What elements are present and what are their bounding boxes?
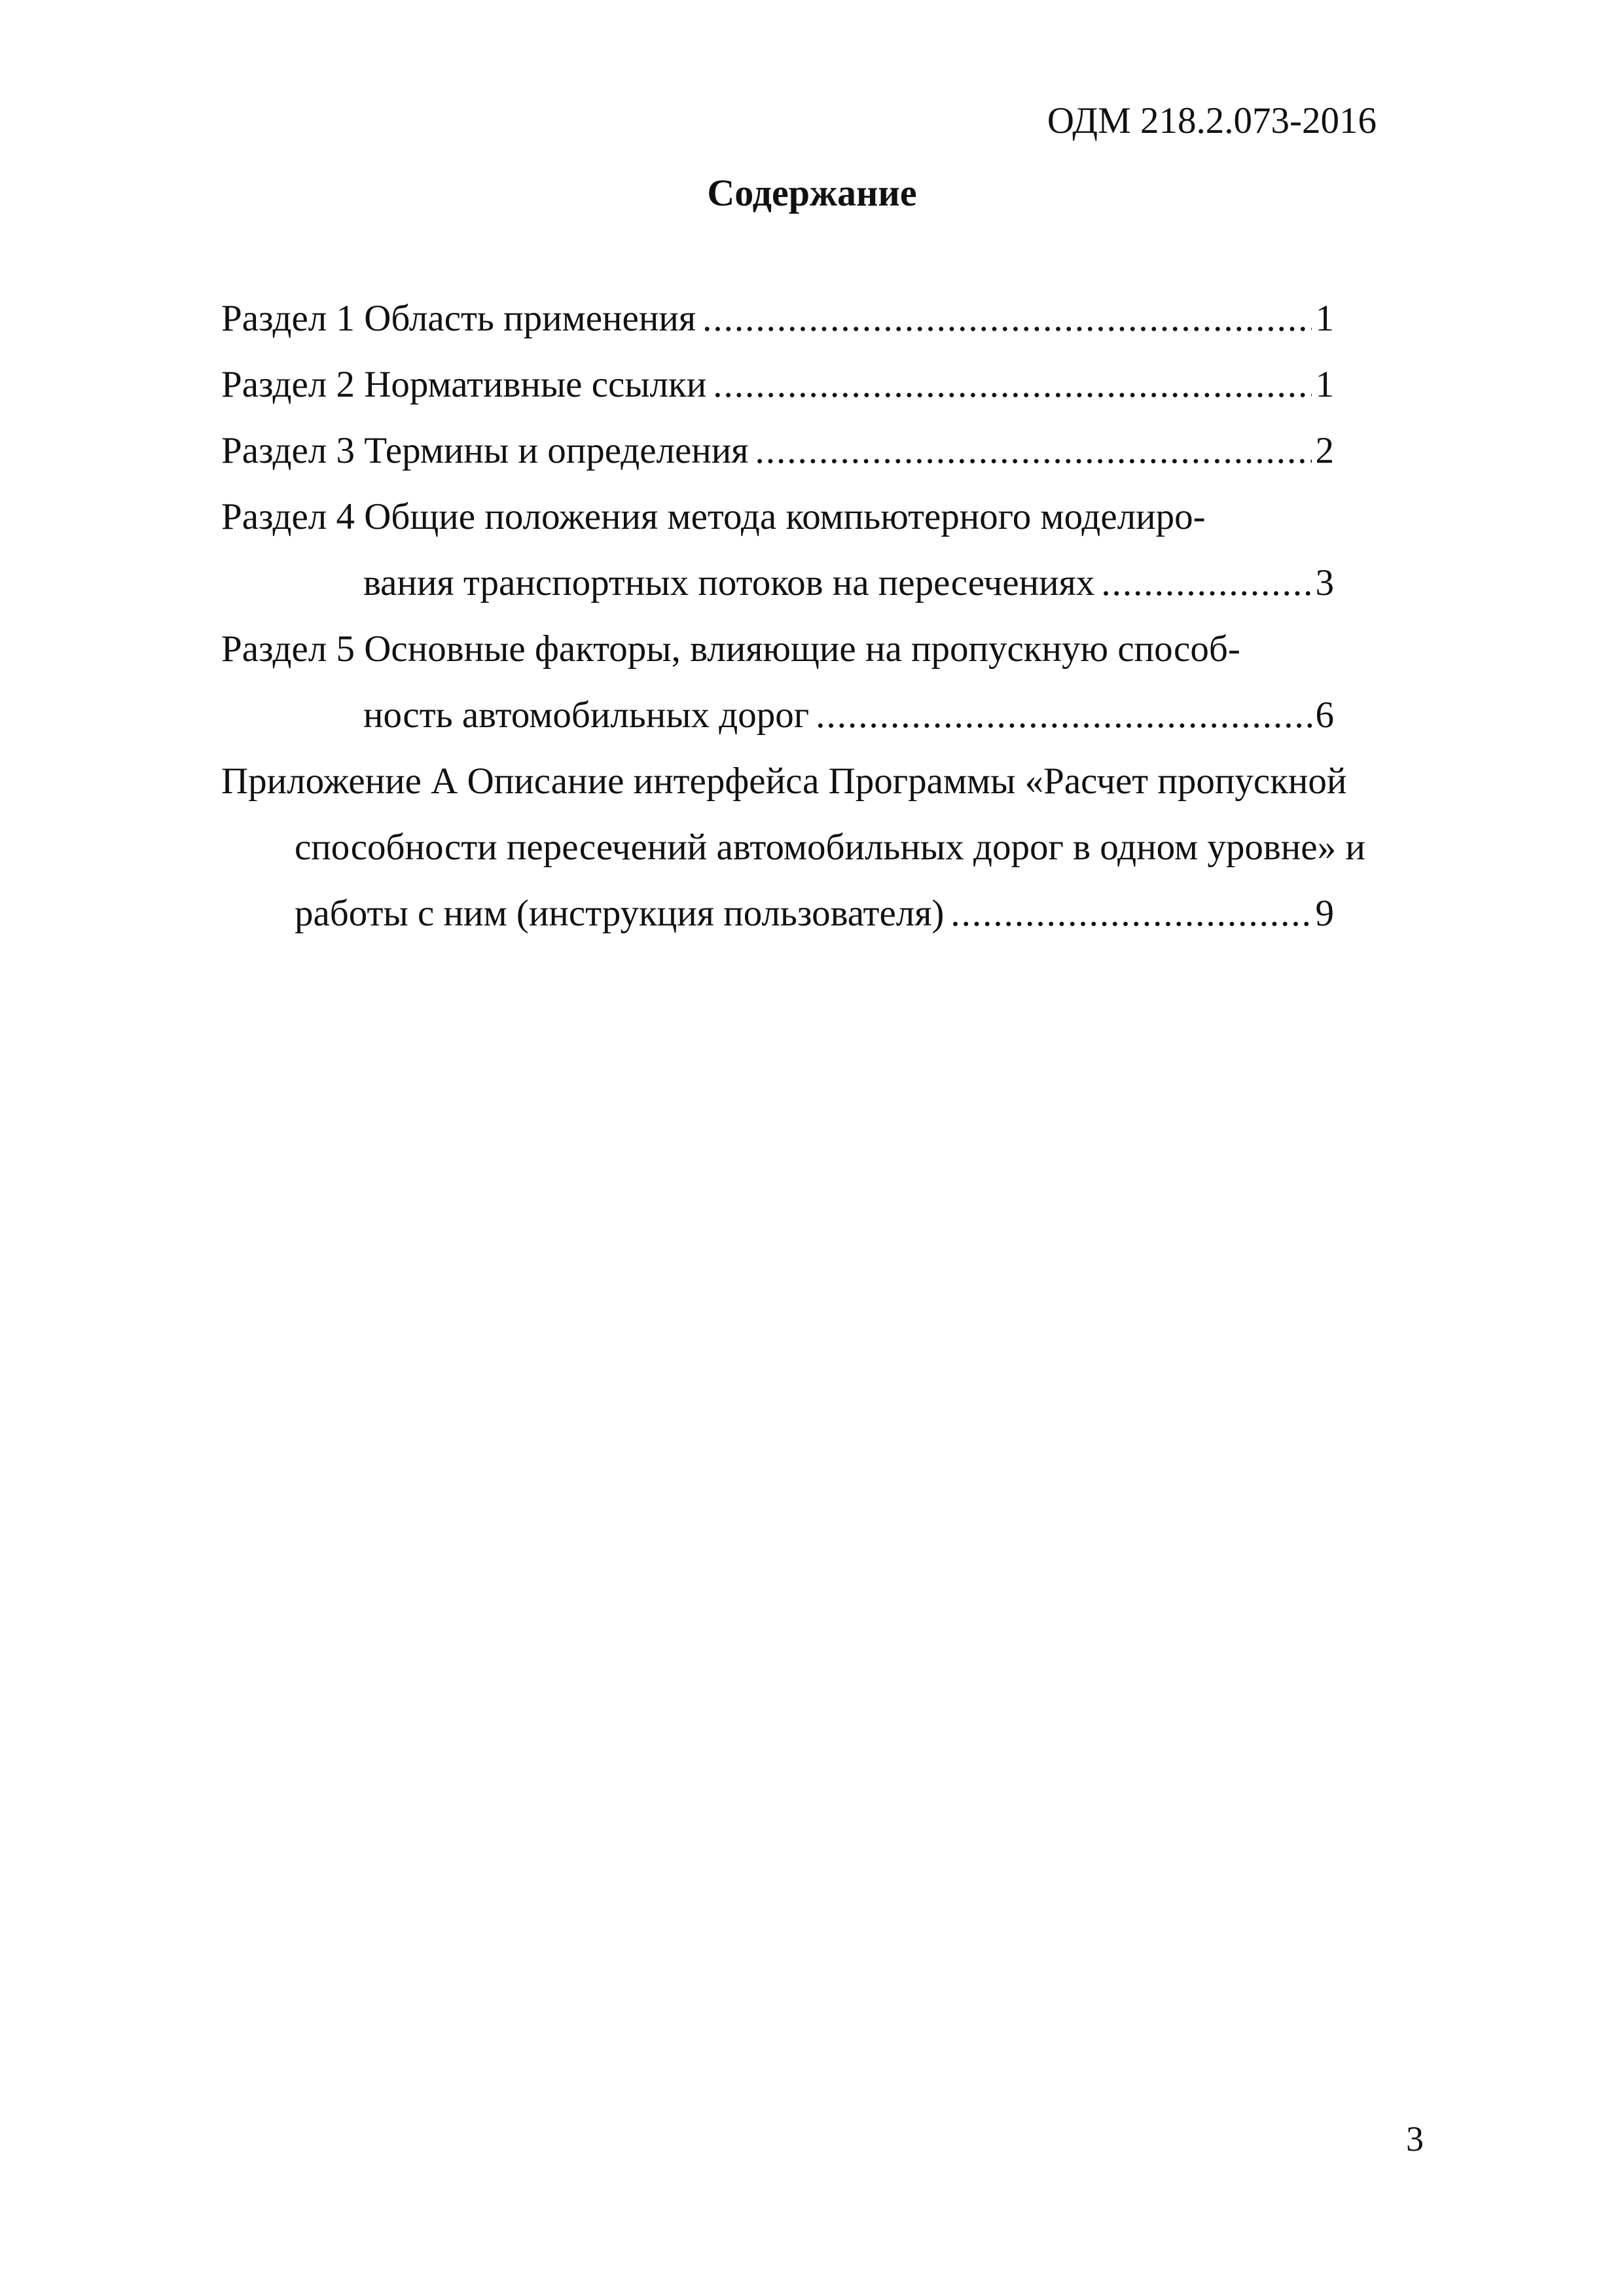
toc-leader-dots [816, 682, 1311, 748]
toc-leader-dots [755, 418, 1312, 484]
toc-entry-section-1[interactable] [221, 285, 1334, 351]
page-number: 3 [1406, 2119, 1424, 2159]
toc-entry-text: Раздел 4 Общие положения метода компьютерного моделиро- [221, 496, 1206, 537]
toc-entry-text: Раздел 3 Термины и определения [221, 430, 749, 471]
toc-entry-text-continued: способности пересечений автомобильных дорог в одном уровне» и [295, 827, 1365, 868]
toc-entry-text-continued: ность автомобильных дорог [363, 694, 810, 736]
toc-entry-section-3[interactable] [221, 418, 1334, 484]
toc-page-number: 9 [1315, 893, 1334, 934]
toc-entry-section-5[interactable] [221, 616, 1334, 748]
toc-entry-text: Раздел 5 Основные факторы, влияющие на пропускную способ- [221, 628, 1240, 670]
toc-entry-text-continued: вания транспортных потоков на пересечениях [363, 562, 1095, 603]
toc-leader-dots [1101, 550, 1311, 616]
document-code: ОДМ 218.2.073-2016 [1047, 100, 1377, 141]
toc-page-number: 2 [1315, 430, 1334, 471]
toc-page-number: 1 [1315, 298, 1334, 339]
toc-page-number: 1 [1315, 364, 1334, 405]
toc-entry-text: Раздел 2 Нормативные ссылки [221, 364, 707, 405]
toc-title: Содержание [707, 171, 917, 214]
toc-entry-section-4[interactable] [221, 484, 1334, 616]
toc-entry-text: Раздел 1 Область применения [221, 298, 696, 339]
toc-entry-text: Приложение А Описание интерфейса Программы «Расчет пропускной [221, 761, 1347, 802]
toc-entry-text-continued: работы с ним (инструкция пользователя) [295, 893, 945, 934]
toc-entry-section-2[interactable] [221, 351, 1334, 418]
toc-leader-dots [713, 351, 1311, 418]
table-of-contents [221, 285, 1365, 946]
toc-leader-dots [702, 285, 1311, 351]
toc-page-number: 3 [1315, 562, 1334, 603]
toc-entry-appendix-a[interactable] [221, 748, 1365, 946]
toc-leader-dots [950, 880, 1311, 946]
toc-page-number: 6 [1315, 694, 1334, 736]
